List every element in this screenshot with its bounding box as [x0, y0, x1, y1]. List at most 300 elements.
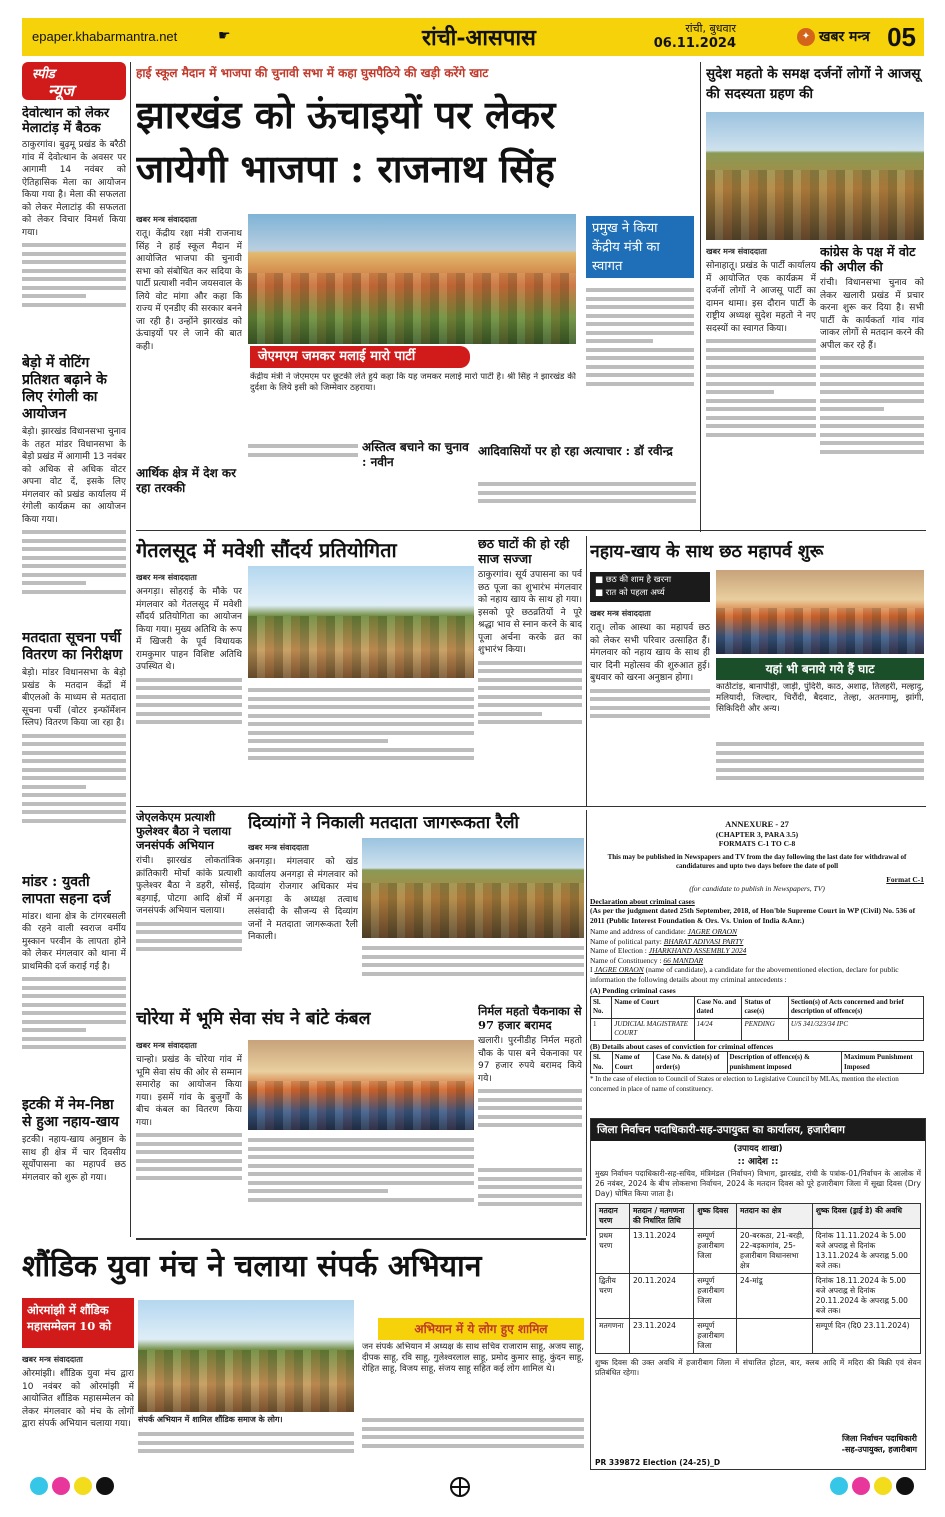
text-line: [248, 756, 474, 760]
field-label: I: [590, 965, 593, 974]
text-line: [248, 1181, 474, 1185]
brand-name[interactable]: [797, 27, 870, 46]
text-line: [248, 1172, 474, 1176]
text-line: [590, 714, 710, 718]
speed-news-body: बेड़ो। झारखंड विधानसभा चुनाव के तहत मांडर विधानसभा के बेड़ो प्रखंड में आगामी 13 नवंबर को अधिक से अधिक वोटर अपना वोट दें, इसके लिए मंगलवार को प्रखंड कार्यालय में रंगोली कार्यक्रम का आयोजन किया गया।: [22, 427, 126, 525]
annexure-title: ANNEXURE - 27: [725, 820, 789, 829]
notice-pr-number: PR 339872 Election (24-25)_D: [595, 1458, 721, 1467]
speed-news-body: बेड़ो। मांडर विधानसभा के बेड़ो प्रखंड के मतदान केंद्रों में बीएलओ के माध्यम से मतदाता सूचना पर्ची (वोटर इन्फॉर्मेशन स्लिप) वितरण किया जा रहा है।: [22, 668, 126, 728]
text-line: [22, 252, 126, 256]
table-header-row: [596, 1204, 921, 1229]
table-row: [591, 1018, 924, 1040]
text-line: [136, 1150, 242, 1154]
annexure-chapter: (CHAPTER 3, PARA 3.5): [715, 829, 799, 839]
column-header: मतदान का क्षेत्र: [736, 1204, 812, 1229]
text-block: [362, 1418, 584, 1468]
text-line: [706, 424, 816, 428]
nahay-khay-text: [590, 608, 710, 808]
text-line: [136, 678, 242, 682]
ajsu-headline: सुदेश महतो के समक्ष दर्जनों लोगों ने आजसू की सदस्यता ग्रहण की: [706, 66, 921, 102]
text-line: [248, 1198, 474, 1202]
table-row: [596, 1229, 921, 1274]
field-label: Name of Election :: [590, 946, 647, 955]
text-block: [136, 1133, 242, 1213]
text-line: [478, 661, 582, 665]
notice-title: जिला निर्वाचन पदाधिकारी-सह-उपायुक्त का कार्यालय, हजारीबाग: [591, 1119, 925, 1141]
nirmal-title: निर्मल महतो चैकनाका से 97 हजार बरामद: [478, 1004, 582, 1032]
text-line: [136, 939, 242, 943]
table-cell: मतगणना: [596, 1319, 630, 1354]
text-line: [706, 390, 774, 394]
text-line: [586, 373, 694, 377]
table-cell: दिनांक 18.11.2024 के 5.00 बजे अपराह्न से दिनांक 20.11.2024 के अपराह्न 5.00 बजे तक।: [812, 1274, 920, 1319]
table-cell: 24-मांडू: [736, 1274, 812, 1319]
text-line: [586, 297, 694, 301]
ajsu-body: सोनाहातू। प्रखंड के पार्टी कार्यालय में आयोजित एक कार्यक्रम में दर्जनों लोगों ने आजसू पार्टी का दामन थामा। इस दौरान पार्टी के राष्ट्रीय अध्यक्ष सुदेश महतो ने नए सदस्यों का स्वागत किया।: [706, 261, 816, 334]
text-line: [136, 1159, 242, 1163]
column-header: Case No. & date(s) of order(s): [653, 1052, 727, 1074]
column-header: Description of offence(s) & punishment imposed: [727, 1052, 842, 1074]
text-line: [136, 1142, 242, 1146]
text-line: [22, 1028, 86, 1032]
text-line: [22, 573, 126, 577]
text-block: [362, 942, 584, 1002]
table-header-row: [591, 1052, 924, 1074]
cattle-contest-photo: [248, 566, 474, 678]
text-line: [590, 697, 710, 701]
column-header: Case No. and dated: [694, 996, 742, 1018]
text-line: [136, 930, 242, 934]
speed-news-logo: [22, 62, 126, 100]
table-cell: 14/24: [694, 1018, 742, 1040]
text-line: [22, 277, 126, 281]
text-line: [22, 1003, 126, 1007]
fuletkhar-title: जेएलकेएम प्रत्याशी फुलेश्वर बैठा ने चलाया जनसंपर्क अभियान: [136, 810, 231, 852]
text-line: [22, 977, 126, 981]
brand-label: खबर मन्त्र: [819, 29, 870, 45]
text-line: [22, 751, 126, 755]
text-line: [22, 260, 126, 264]
text-line: [478, 1115, 582, 1119]
text-line: [478, 1168, 582, 1172]
text-line: [478, 491, 696, 495]
text-line: [22, 768, 126, 772]
speed-news-body: मांडर। थाना क्षेत्र के टांगरबसली की रहने वाली स्वराज वर्मीय मुस्कान परवीन के लापता होने को लेकर मंगलवार को थाना में प्राथमिकी दर्ज कराई गई है।: [22, 911, 126, 972]
table-row: [596, 1319, 921, 1354]
text-line: [248, 722, 474, 726]
column-header: Name of Court: [612, 996, 694, 1018]
text-line: [478, 703, 582, 707]
text-line: [248, 739, 388, 743]
text-line: [478, 695, 582, 699]
column-header: Maximum Punishment Imposed: [842, 1052, 924, 1074]
column-divider: [130, 62, 131, 1237]
nirmal-story: [478, 1004, 582, 1164]
congress-appeal: [820, 244, 924, 528]
text-line: [820, 390, 924, 394]
text-block: [362, 1414, 584, 1468]
text-block: [478, 1089, 582, 1159]
text-line: [706, 399, 816, 403]
text-line: [22, 776, 126, 780]
text-block: [138, 1432, 354, 1468]
text-line: [586, 314, 694, 318]
text-line: [586, 331, 694, 335]
text-line: [248, 748, 474, 752]
column-header: शुष्क दिवस: [694, 1204, 737, 1229]
text-line: [22, 243, 126, 247]
schedule-item-label: छठ की शाम है खरना: [605, 575, 672, 585]
text-line: [22, 1020, 126, 1024]
speed-news-continued: [22, 977, 126, 1097]
table-cell: JUDICIAL MAGISTRATE COURT: [612, 1018, 694, 1040]
text-line: [248, 705, 474, 709]
text-line: [248, 688, 474, 692]
declaration-row: [590, 965, 924, 984]
column-header: शुष्क दिवस (ड्राई डे) की अवधि: [812, 1204, 920, 1229]
text-block: [586, 288, 694, 434]
issue-date: 06.11.2024: [653, 36, 736, 51]
masthead: [22, 18, 924, 56]
registration-mark: [852, 1477, 870, 1495]
divyang-body: अनगड़ा। मंगलवार को खंड कार्यालय अनगड़ा से मंगलवार को दिव्यांग रोजगार अधिकार मंच अनगड़ा के अध्यक्ष तत्वाध लसंवादी के सौजन्य से दिव्यांग जनों ने मतदाता जागरूकता रैली निकाली।: [248, 857, 358, 942]
text-line: [22, 564, 126, 568]
text-line: [136, 922, 242, 926]
table-cell: 13.11.2024: [629, 1229, 693, 1274]
text-line: [706, 348, 816, 352]
text-line: [22, 530, 126, 534]
chhath-ghat-title: छठ घाटों की हो रही साज सज्जा: [478, 536, 570, 566]
text-line: [478, 1123, 582, 1127]
speed-news-continued: [22, 239, 126, 351]
text-line: [478, 1098, 582, 1102]
column-header: मतदान चरण: [596, 1204, 630, 1229]
registration-mark: [52, 1477, 70, 1495]
byline: खबर मन्त्र संवाददाता: [22, 1355, 83, 1364]
nahay-khay-headline: नहाय-खाय के साथ छठ महापर्व शुरू: [590, 542, 824, 562]
pointer-icon: ☛: [218, 28, 231, 44]
text-line: [136, 1176, 242, 1180]
speed-news-title: इटकी में नेम-निष्ठा से हुआ नहाय-खाय: [22, 1097, 119, 1130]
text-line: [716, 759, 924, 763]
declaration-text: (As per the judgment dated 25th September, 2018, of Hon'ble Supreme Court in WP (Civil) No. 536 of 2011 (Public Interest Foundation & Ors. Vs. Union of India &Anr.): [590, 906, 916, 925]
text-line: [706, 407, 816, 411]
subhead-naveen: अस्तित्व बचाने का चुनाव : नवीन: [362, 440, 469, 469]
text-block: [138, 1428, 354, 1468]
declaration-statement: (name of candidate), a candidate for the abovementioned election, declare for public information the following details about my criminal antecedents :: [590, 965, 899, 984]
text-line: [22, 539, 126, 543]
text-line: [820, 399, 924, 403]
table-cell: [736, 1319, 812, 1354]
text-line: [138, 1449, 354, 1453]
text-line: [362, 955, 584, 959]
schedule-item: ■ रात को पहला अर्घ्य: [595, 588, 665, 598]
text-block: [136, 678, 242, 758]
speed-news-logo-line1: स्पीड: [32, 67, 55, 82]
subhead-welcome-box: प्रमुख ने किया केंद्रीय मंत्री का स्वागत: [586, 216, 694, 278]
shondik-tag: ओरमांझी में शौंडिक महासम्मेलन 10 को: [22, 1298, 134, 1348]
text-line: [22, 785, 86, 789]
text-block: [362, 946, 584, 1002]
text-line: [362, 1444, 584, 1448]
text-line: [22, 547, 126, 551]
section-rule: [136, 806, 926, 807]
text-line: [820, 373, 924, 377]
shondik-headline: शौंडिक युवा मंच ने चलाया संपर्क अभियान: [22, 1249, 482, 1284]
pending-cases-title: (A) Pending criminal cases: [590, 986, 676, 995]
text-line: [586, 356, 694, 360]
speed-news-title: मतदाता सूचना पर्ची वितरण का निरीक्षण: [22, 630, 123, 663]
divyang-rally-photo: [362, 838, 584, 938]
top-story-body: रातू। केंद्रीय रक्षा मंत्री राजनाथ सिंह ने हाई स्कूल मैदान में आयोजित भाजपा की चुनावी सभा को संबोधित कर सदिया के पार्टी प्रत्याशी नवीन जयसवाल के लिये वोट मांगा और कहा कि राज्य में एनडीए की सरकार बनने जा रही है। उन्होंने झारखंड को ऊंचाइयों पर ले जाने की बात कही।: [136, 229, 242, 352]
constituency-value: 66 MANDAR: [663, 955, 704, 965]
ghat-list: काठीटांड़, बानापीड़ी, जाड़ी, पुंदिरी, काठ, अशाढ़, तिलहरी, मल्हादु, मलियादी, जिल्दार, चिरौंदी, बैदवाट, तेल्हा, अतनगामू, झांगी, सिकिदिरी और अन्य।: [716, 682, 924, 714]
campaign-participants: जन संपर्क अभियान में अध्यक्ष के साथ सचिव राजाराम साहू, अजय साहू, दीपक साहू, रवि साहू, गुलेश्वरलाल साहू, प्रमोद कुमार साहू, कुंदन साहू, रोहित साहू, विजय साहू, संजय साहू सहित कई लोग शामिल थे।: [362, 1342, 584, 1374]
column-header: मतदान / मतगणना की निर्धारित तिथि: [629, 1204, 693, 1229]
photo-caption-banner: जेएमएम जमकर मलाई मारो पार्टी: [250, 346, 470, 368]
text-line: [22, 734, 126, 738]
table-row: [596, 1274, 921, 1319]
text-line: [248, 731, 474, 735]
section-rule: [136, 1238, 586, 1240]
text-line: [248, 453, 358, 457]
text-block: [478, 1164, 582, 1236]
text-line: [478, 499, 696, 503]
text-line: [22, 810, 126, 814]
byline: खबर मन्त्र संवाददाता: [136, 1041, 197, 1050]
pending-cases-table: [590, 996, 924, 1041]
text-block: [136, 922, 242, 982]
registration-mark: [896, 1477, 914, 1495]
text-line: [22, 759, 126, 763]
field-label: Name and address of candidate:: [590, 927, 686, 936]
text-line: [586, 348, 694, 352]
divyang-headline: दिव्यांगों ने निकाली मतदाता जागरूकता रैली: [248, 813, 519, 833]
text-line: [22, 819, 126, 823]
table-cell: प्रथम चरण: [596, 1229, 630, 1274]
top-story-text-col3: [586, 284, 694, 434]
text-line: [478, 1177, 582, 1181]
section-title: रांची-आसपास: [422, 25, 536, 51]
chhath-ghat-body: ठाकुरगांव। सूर्य उपासना का पर्व छठ पूजा का शुभारंभ मंगलवार को नहाय खाय के साथ हो गया। इसको पूरे छठव्रतियों ने पूरे श्रद्धा भाव से स्नान करने के बाद पूजा अर्चना करके व्रत का शुभारंभ किया।: [478, 570, 582, 655]
text-line: [820, 416, 924, 420]
speed-news-title: मांडर : युवती लापता सहना दर्ज: [22, 873, 111, 907]
text-line: [136, 712, 242, 716]
text-line: [136, 720, 242, 724]
annexure-formats: FORMATS C-1 TO C-8: [718, 839, 796, 848]
constituency-row: [590, 956, 924, 966]
candidate-row: [590, 927, 924, 937]
text-line: [478, 1185, 582, 1189]
text-line: [478, 686, 582, 690]
schedule-item-label: रात को पहला अर्घ्य: [605, 588, 665, 598]
text-line: [706, 373, 816, 377]
notice-footer-text: शुष्क दिवस की उक्त अवधि में हजारीबाग जिला में संचालित होटल, बार, क्लब आदि में मदिरा की बिक्री एवं सेवन प्रतिबंधित रहेगा।: [595, 1358, 921, 1377]
text-line: [248, 697, 474, 701]
table-cell: 23.11.2024: [629, 1319, 693, 1354]
notice-body: मुख्य निर्वाचन पदाधिकारी-सह-सचिव, मंत्रिमंडल (निर्वाचन) विभाग, झारखंड, रांची के पत्रांक-01/निर्वाचन के आलोक में 26 नवंबर, 2024 के बीच लोकसभा निर्वाचन, 2024 के मतदान दिवस को पूरे हजारीबाग जिला में सूखा दिवस (Dry Day) घोषित किया जाता है।: [595, 1169, 921, 1198]
election-row: [590, 946, 924, 956]
shondik-text: [22, 1354, 134, 1464]
text-block: [478, 478, 696, 516]
text-line: [820, 433, 924, 437]
text-block: [248, 444, 358, 474]
election-value: JHARKHAND ASSEMBLY 2024: [648, 946, 747, 955]
text-line: [586, 339, 653, 343]
text-line: [136, 686, 242, 690]
text-line: [136, 1133, 242, 1137]
schedule-item: ■ छठ की शाम है खरना: [595, 575, 672, 585]
shondik-campaign-photo: [138, 1300, 354, 1412]
text-line: [136, 1167, 242, 1171]
text-line: [22, 556, 126, 560]
annexure-note: This may be published in Newspapers and TV from the day following the last date for withdrawal of candidatures and upto two days before the date of poll: [607, 852, 907, 870]
date-box: [652, 21, 736, 51]
text-line: [362, 963, 584, 967]
top-story-headline-line1: झारखंड को ऊंचाइयों पर लेकर: [136, 92, 556, 137]
subhead-economy: आर्थिक क्षेत्र में देश कर रहा तरक्की: [136, 466, 237, 495]
choreya-text: [136, 1040, 242, 1236]
text-line: [248, 1189, 388, 1193]
text-line: [478, 720, 582, 724]
text-line: [478, 1089, 582, 1093]
text-line: [706, 356, 816, 360]
text-line: [22, 303, 126, 307]
chhath-devotees-photo: [716, 570, 924, 654]
text-line: [22, 994, 126, 998]
text-line: [586, 288, 694, 292]
text-line: [22, 286, 126, 290]
notice-signature: [842, 1433, 917, 1455]
candidate-name-value: JAGRE ORAON: [687, 927, 738, 936]
column-divider: [586, 536, 587, 806]
text-line: [820, 424, 924, 428]
text-line: [248, 1147, 474, 1151]
text-line: [362, 946, 584, 950]
annexure-footnote: * In the case of election to Council of States or election to Legislative Council by MLAs, mention the election concerned in place of name of constituency.: [590, 1075, 899, 1093]
text-line: [478, 712, 542, 716]
party-value: BHARAT ADIVASI PARTY: [663, 936, 744, 946]
ajsu-event-photo: [706, 112, 924, 240]
registration-mark: [830, 1477, 848, 1495]
text-line: [716, 776, 924, 780]
text-line: [248, 714, 474, 718]
text-line: [706, 365, 816, 369]
text-line: [478, 1106, 582, 1110]
text-line: [22, 269, 126, 273]
text-line: [22, 1037, 126, 1041]
text-line: [136, 703, 242, 707]
registration-mark: [96, 1477, 114, 1495]
page-number: 05: [887, 22, 916, 52]
text-line: [590, 706, 710, 710]
declaration-title: Declaration about criminal cases: [590, 896, 695, 906]
byline: खबर मन्त्र संवाददाता: [248, 843, 309, 852]
nahay-khay-body: रातू। लोक आस्था का महापर्व छठ को लेकर सभी परिवार उत्साहित हैं। मंगलवार को नहाय खाय के साथ ही चार दिनी महोत्सव की शुरुआत हुई। बुधवार को खरना अनुष्ठान होगा।: [590, 623, 710, 683]
table-header-row: [591, 996, 924, 1018]
table-cell: 20-बरकठा, 21-बरही, 22-बड़कागांव, 25-हजारीबाग विधानसभा क्षेत्र: [736, 1229, 812, 1274]
text-block: [716, 742, 924, 808]
text-block: [478, 1168, 582, 1236]
speed-news-continued: [22, 530, 126, 630]
conviction-cases-table: [590, 1051, 924, 1074]
table-cell: सम्पूर्ण हजारीबाग जिला: [694, 1319, 737, 1354]
byline: खबर मन्त्र संवाददाता: [136, 215, 197, 224]
epaper-url[interactable]: epaper.khabarmantra.net: [32, 29, 178, 44]
text-line: [706, 382, 816, 386]
text-line: [820, 382, 924, 386]
text-line: [716, 751, 924, 755]
text-line: [586, 305, 694, 309]
text-line: [362, 1418, 584, 1422]
text-line: [248, 1164, 474, 1168]
text-line: [820, 407, 884, 411]
top-story-kicker: हाई स्कूल मैदान में भाजपा की चुनावी सभा में कहा घुसपैठिये की खड़ी करेंगे खाट: [136, 66, 489, 80]
signature-sub: -सह-उपायुक्त, हजारीबाग: [841, 1445, 917, 1454]
text-line: [22, 793, 126, 797]
dry-day-notice: [590, 1118, 926, 1470]
blanket-distribution-photo: [248, 1040, 474, 1130]
campaign-banner: अभियान में ये लोग हुए शामिल: [378, 1318, 584, 1340]
signature-title: जिला निर्वाचन पदाधिकारी: [841, 1434, 917, 1443]
congress-appeal-body: रांची। विधानसभा चुनाव को लेकर खलारी प्रखंड में प्रचार करना शुरू कर दिया है। सभी पार्टी के कार्यकर्ता गांव गांव जाकर लोगों से मतदान करने की अपील कर रहे हैं।: [820, 278, 924, 351]
speed-news-column: [22, 106, 126, 1236]
table-cell: 1: [591, 1018, 612, 1040]
brand-logo-icon: ✦: [797, 28, 815, 46]
text-line: [138, 1441, 354, 1445]
dry-day-table: [595, 1203, 921, 1354]
text-line: [22, 1011, 126, 1015]
nirmal-body: खलारी। पुरनीडीह निर्मल महतो चौक के पास बने चेकनाका पर 97 हजार रुपये बरामद किये गये।: [478, 1036, 582, 1084]
section-rule: [136, 530, 926, 531]
divyang-text: [248, 842, 358, 1002]
speed-news-logo-line2: न्यूज: [48, 81, 74, 100]
text-line: [22, 802, 126, 806]
table-cell: सम्पूर्ण दिन (दि0 23.11.2024): [812, 1319, 920, 1354]
text-line: [820, 450, 924, 454]
text-line: [22, 590, 126, 594]
subhead-tribal: आदिवासियों पर हो रहा अत्याचार : डॉ रवीन्द्र: [478, 444, 673, 458]
column-header: Sl. No.: [591, 1052, 613, 1074]
text-line: [362, 972, 584, 976]
registration-mark: [74, 1477, 92, 1495]
table-cell: सम्पूर्ण हजारीबाग जिला: [694, 1274, 737, 1319]
text-line: [478, 678, 582, 682]
speed-news-body: इटकी। नहाय-खाय अनुष्ठान के साथ ही क्षेत्र में चार दिवसीय सूर्योपासना का महापर्व छठ मंगलवार को शुरू हो गया।: [22, 1135, 126, 1183]
text-line: [248, 444, 358, 448]
notice-subtitle: (उपायद शाखा): [733, 1144, 783, 1154]
text-line: [820, 441, 924, 445]
ajsu-text: [706, 246, 816, 528]
text-line: [138, 1432, 354, 1436]
text-line: [248, 1138, 474, 1142]
text-line: [706, 433, 816, 437]
speed-news-body: ठाकुरगांव। बुढ़मू प्रखंड के बरैठी गांव में देवोत्थान के अवसर पर आगामी 14 नवंबर को ऐतिहासिक मेला का आयोजन किया गया है। मेला की सफलता को लेकर मेलाटांड़ की सफलता को लेकर विचार विमर्श किया गया।: [22, 140, 126, 238]
text-line: [478, 1194, 582, 1198]
choreya-headline: चोरेया में भूमि सेवा संघ ने बांटे कंबल: [136, 1009, 371, 1029]
speed-news-title: देवोत्थान को लेकर मेलाटांड़ में बैठक: [22, 106, 110, 136]
text-line: [362, 1427, 584, 1431]
annexure-format: Format C-1: [886, 874, 924, 884]
text-block: [248, 688, 474, 804]
crosshair-mark: [450, 1477, 470, 1497]
text-line: [136, 947, 242, 951]
declarant-name: JAGRE ORAON: [594, 965, 644, 974]
top-story-text-col2: [248, 440, 358, 515]
gotlasud-headline: गेतलसूद में मवेशी सौंदर्य प्रतियोगिता: [136, 538, 397, 562]
text-line: [586, 365, 694, 369]
column-header: Sl. No.: [591, 996, 612, 1018]
